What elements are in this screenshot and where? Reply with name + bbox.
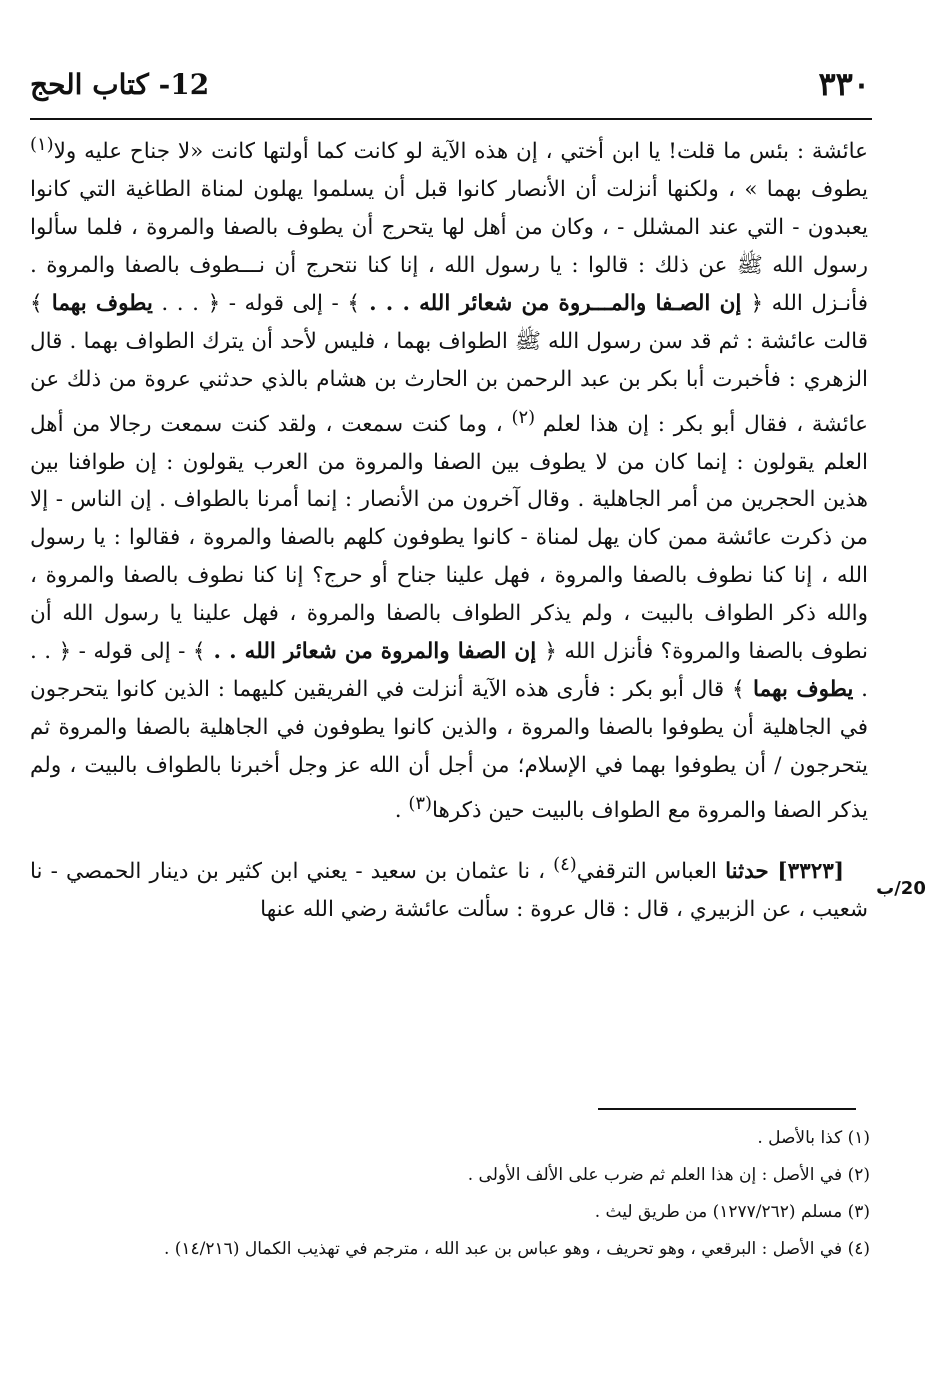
footnote-1: (١) كذا بالأصل . (757, 1128, 870, 1148)
hadith-number-close: ] (768, 858, 788, 884)
quran-bracket-close: ﴾ (731, 677, 745, 702)
quran-bracket-open: ﴿ (544, 639, 557, 665)
quran-verse: إن الصفا والمروة من شعائر الله (236, 639, 545, 665)
margin-folio-note: 20/ب (876, 878, 926, 899)
footnote-ref-4: (٤) (553, 853, 577, 875)
hadith-lead: حدثنا (725, 858, 769, 884)
footnotes (30, 1120, 870, 1268)
hadith-number-open: [ (833, 858, 844, 884)
footnote-ref-1: (١) (30, 134, 54, 155)
page-header (30, 58, 870, 110)
running-title: 12- كتاب الحج (30, 67, 210, 101)
footnote-ref-3: (٣) (408, 792, 432, 814)
paragraph-2: [٣٣٢٣] حدثنا العباس الترقفي$^{(٤)}$ ، نا عثمان بن سعيد - يعني ابن كثير بن دينار الحمصي - نا شعيب ، عن الزبيري ، قال : قال عروة : سألت عائشة رضي الله عنها (30, 853, 868, 922)
quran-bracket-open: ﴿ (207, 290, 221, 316)
footnote-4: (٤) في الأصل : البرقعي ، وهو تحريف ، وهو عباس بن عبد الله ، مترجم في تهذيب الكمال (١٤/٢١٦) . (163, 1239, 870, 1259)
quran-verse: يطوف بهما (744, 677, 854, 702)
footnote-ref-2: (٢) (511, 406, 543, 428)
hadith-number: ٣٣٢٣ (787, 858, 834, 884)
quran-verse: يطوف بهما (42, 290, 153, 316)
main-text (30, 126, 868, 929)
footnote-2: (٢) في الأصل : إن هذا العلم ثم ضرب على الألف الأولى . (467, 1165, 870, 1185)
quran-bracket-close: ﴾ (30, 290, 43, 316)
footnote-rule (598, 1108, 856, 1110)
quran-bracket-open: ﴿ (58, 639, 72, 665)
page-number: ٣٣٠ (818, 65, 870, 103)
quran-bracket-close: ﴾ (192, 639, 206, 665)
paragraph-1: عائشة : بئس ما قلت! يا ابن أختي ، إن هذه الآية لو كانت كما أولتها كانت «لا جناح عليه ولا$^{(١)}$ يطوف بهما » ، ولكنها أنزلت أن الأنصار كانوا قبل أن يسلموا يهلون لمناة الطاغية التي كانوا يعبدون - التي عند المشلل - ، وكان من أهل لها يتحرج أن يطوف بالصفا والمروة ، فلما سألوا رسول الله ﷺ عن ذلك : قالوا : يا رسول الله ، إنا كنا نتحرج أن نـــطوف بالصفا والمروة . فأنـزل الله ﴿ إن الصـفا والمـــروة من شعائر الله . . . ﴾ - إلى قوله - ﴿ . . . يطوف بهما ﴾ قالت عائشة : ثم قد سن رسول الله ﷺ الطواف بهما ، فليس لأحد أن يترك الطواف بهما . قال الزهري : فأخبرت أبا بكر بن عبد الرحمن بن الحارث بن هشام بالذي حدثني عروة من ذلك عن عائشة ، فقال أبو بكر : إن هذا لعلم $^{(٢)}$ ، وما كنت سمعت ، ولقد كنت سمعت رجالا من أهل العلم يقولون : إنما كان من لا يطوف بين الصفا والمروة من العرب يقولون : إن طوافنا بين هذين الحجرين من أمر الجاهلية . وقال آخرون من الأنصار : إنما أمرنا بالطواف . إن الناس - إلا من ذكرت عائشة ممن كان يهل لمناة - كانوا يطوفون كلهم بالصفا والمروة ، فقالوا : يا رسول الله ، إنا كنا نطوف بالصفا والمروة ، فهل علينا جناح أو حرج؟ إنا كنا نطوف بالصفا والمروة ، والله ذكر الطواف بالبيت ، ولم يذكر الطواف بالصفا والمروة ، فهل علينا يا رسول الله أن نطوف بالصفا والمروة؟ فأنزل الله ﴿ إن الصفا والمروة من شعائر الله . . ﴾ - إلى قوله - ﴿ . . . يطوف بهما ﴾ قال أبو بكر : فأرى هذه الآية أنزلت في الفريقين كليهما : الذين كانوا يتحرجون في الجاهلية أن يطوفوا بالصفا والمروة ، والذين كانوا يطوفون في الجاهلية بالصفا والمروة ثم يتحرجون / أن يطوفوا بهما في الإسلام؛ من أجل أن الله عز وجل أخبرنا بالطواف بالبيت ، ولم يذكر الصفا والمروة مع الطواف بالبيت حين ذكرها$^{(٣)}$ . (30, 134, 868, 823)
header-rule (30, 118, 872, 120)
quran-verse: إن الصـفا والمـــروة من شعائر الله (409, 290, 751, 316)
quran-bracket-close: ﴾ (347, 290, 360, 316)
footnote-3: (٣) مسلم (١٢٧٧/٢٦٢) من طريق ليث . (594, 1202, 870, 1222)
quran-bracket-open: ﴿ (750, 290, 764, 316)
